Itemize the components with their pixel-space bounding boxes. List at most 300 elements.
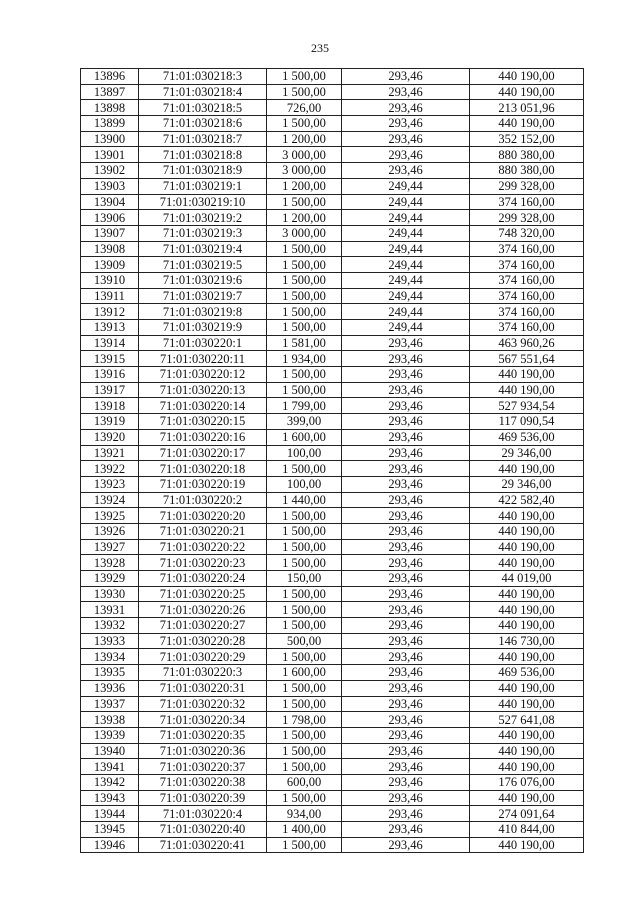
area-cell: 1 500,00 — [267, 367, 342, 383]
cadastral-value-cell: 440 190,00 — [470, 69, 584, 85]
row-number-cell: 13924 — [81, 492, 139, 508]
specific-value-cell: 293,46 — [342, 492, 470, 508]
cadastral-value-cell: 463 960,26 — [470, 335, 584, 351]
table-row — [81, 163, 584, 179]
cadastral-number-cell: 71:01:030220:24 — [139, 571, 267, 587]
area-cell: 1 500,00 — [267, 382, 342, 398]
table-row — [81, 759, 584, 775]
row-number-cell: 13916 — [81, 367, 139, 383]
row-number-cell: 13909 — [81, 257, 139, 273]
cadastral-value-cell: 440 190,00 — [470, 680, 584, 696]
cadastral-value-cell: 469 536,00 — [470, 429, 584, 445]
area-cell: 1 400,00 — [267, 822, 342, 838]
cadastral-value-cell: 527 934,54 — [470, 398, 584, 414]
cadastral-number-cell: 71:01:030220:12 — [139, 367, 267, 383]
specific-value-cell: 293,46 — [342, 649, 470, 665]
specific-value-cell: 293,46 — [342, 743, 470, 759]
row-number-cell: 13932 — [81, 618, 139, 634]
area-cell: 1 200,00 — [267, 131, 342, 147]
table-row — [81, 272, 584, 288]
cadastral-value-cell: 440 190,00 — [470, 727, 584, 743]
table-row — [81, 429, 584, 445]
specific-value-cell: 249,44 — [342, 272, 470, 288]
row-number-cell: 13929 — [81, 571, 139, 587]
table-row — [81, 84, 584, 100]
cadastral-number-cell: 71:01:030220:3 — [139, 665, 267, 681]
cadastral-value-cell: 29 346,00 — [470, 445, 584, 461]
row-number-cell: 13937 — [81, 696, 139, 712]
table-body — [81, 69, 584, 853]
specific-value-cell: 293,46 — [342, 790, 470, 806]
cadastral-value-cell: 117 090,54 — [470, 414, 584, 430]
row-number-cell: 13898 — [81, 100, 139, 116]
specific-value-cell: 293,46 — [342, 696, 470, 712]
specific-value-cell: 293,46 — [342, 759, 470, 775]
table-row — [81, 147, 584, 163]
area-cell: 1 500,00 — [267, 116, 342, 132]
row-number-cell: 13946 — [81, 837, 139, 853]
cadastral-number-cell: 71:01:030220:4 — [139, 806, 267, 822]
specific-value-cell: 293,46 — [342, 806, 470, 822]
area-cell: 1 500,00 — [267, 69, 342, 85]
specific-value-cell: 293,46 — [342, 727, 470, 743]
specific-value-cell: 249,44 — [342, 320, 470, 336]
cadastral-number-cell: 71:01:030220:26 — [139, 602, 267, 618]
cadastral-number-cell: 71:01:030220:36 — [139, 743, 267, 759]
area-cell: 1 600,00 — [267, 665, 342, 681]
table-row — [81, 225, 584, 241]
row-number-cell: 13900 — [81, 131, 139, 147]
cadastral-value-cell: 748 320,00 — [470, 225, 584, 241]
specific-value-cell: 293,46 — [342, 131, 470, 147]
area-cell: 1 500,00 — [267, 523, 342, 539]
cadastral-value-cell: 374 160,00 — [470, 194, 584, 210]
table-row — [81, 727, 584, 743]
cadastral-number-cell: 71:01:030220:22 — [139, 539, 267, 555]
table-row — [81, 712, 584, 728]
row-number-cell: 13943 — [81, 790, 139, 806]
table-row — [81, 100, 584, 116]
specific-value-cell: 293,46 — [342, 351, 470, 367]
specific-value-cell: 293,46 — [342, 774, 470, 790]
row-number-cell: 13925 — [81, 508, 139, 524]
cadastral-number-cell: 71:01:030220:14 — [139, 398, 267, 414]
cadastral-number-cell: 71:01:030220:31 — [139, 680, 267, 696]
cadastral-number-cell: 71:01:030220:40 — [139, 822, 267, 838]
table-row — [81, 492, 584, 508]
cadastral-value-cell: 374 160,00 — [470, 304, 584, 320]
area-cell: 399,00 — [267, 414, 342, 430]
row-number-cell: 13930 — [81, 586, 139, 602]
cadastral-value-cell: 440 190,00 — [470, 539, 584, 555]
area-cell: 150,00 — [267, 571, 342, 587]
specific-value-cell: 293,46 — [342, 571, 470, 587]
row-number-cell: 13906 — [81, 210, 139, 226]
cadastral-number-cell: 71:01:030220:39 — [139, 790, 267, 806]
specific-value-cell: 293,46 — [342, 116, 470, 132]
table-row — [81, 241, 584, 257]
cadastral-number-cell: 71:01:030219:6 — [139, 272, 267, 288]
cadastral-value-cell: 440 190,00 — [470, 759, 584, 775]
specific-value-cell: 293,46 — [342, 84, 470, 100]
row-number-cell: 13940 — [81, 743, 139, 759]
cadastral-value-cell: 374 160,00 — [470, 288, 584, 304]
area-cell: 1 200,00 — [267, 210, 342, 226]
area-cell: 1 500,00 — [267, 461, 342, 477]
row-number-cell: 13936 — [81, 680, 139, 696]
table-row — [81, 665, 584, 681]
cadastral-value-cell: 374 160,00 — [470, 241, 584, 257]
area-cell: 3 000,00 — [267, 147, 342, 163]
table-row — [81, 508, 584, 524]
area-cell: 1 500,00 — [267, 727, 342, 743]
cadastral-value-cell: 176 076,00 — [470, 774, 584, 790]
row-number-cell: 13922 — [81, 461, 139, 477]
area-cell: 1 500,00 — [267, 508, 342, 524]
cadastral-number-cell: 71:01:030219:10 — [139, 194, 267, 210]
row-number-cell: 13914 — [81, 335, 139, 351]
specific-value-cell: 293,46 — [342, 665, 470, 681]
cadastral-value-cell: 440 190,00 — [470, 461, 584, 477]
area-cell: 1 600,00 — [267, 429, 342, 445]
row-number-cell: 13933 — [81, 633, 139, 649]
area-cell: 1 799,00 — [267, 398, 342, 414]
cadastral-number-cell: 71:01:030219:1 — [139, 178, 267, 194]
specific-value-cell: 293,46 — [342, 602, 470, 618]
specific-value-cell: 293,46 — [342, 367, 470, 383]
cadastral-value-cell: 440 190,00 — [470, 367, 584, 383]
area-cell: 1 500,00 — [267, 696, 342, 712]
cadastral-number-cell: 71:01:030220:25 — [139, 586, 267, 602]
row-number-cell: 13944 — [81, 806, 139, 822]
cadastral-value-cell: 44 019,00 — [470, 571, 584, 587]
table-row — [81, 351, 584, 367]
specific-value-cell: 293,46 — [342, 633, 470, 649]
table-row — [81, 335, 584, 351]
specific-value-cell: 293,46 — [342, 712, 470, 728]
table-row — [81, 649, 584, 665]
row-number-cell: 13915 — [81, 351, 139, 367]
area-cell: 1 500,00 — [267, 837, 342, 853]
cadastral-number-cell: 71:01:030219:3 — [139, 225, 267, 241]
area-cell: 1 500,00 — [267, 602, 342, 618]
specific-value-cell: 249,44 — [342, 194, 470, 210]
area-cell: 1 500,00 — [267, 649, 342, 665]
row-number-cell: 13939 — [81, 727, 139, 743]
specific-value-cell: 293,46 — [342, 163, 470, 179]
specific-value-cell: 293,46 — [342, 476, 470, 492]
table-row — [81, 555, 584, 571]
table-row — [81, 806, 584, 822]
cadastral-number-cell: 71:01:030220:13 — [139, 382, 267, 398]
cadastral-number-cell: 71:01:030220:20 — [139, 508, 267, 524]
cadastral-value-cell: 374 160,00 — [470, 272, 584, 288]
table-row — [81, 382, 584, 398]
table-row — [81, 116, 584, 132]
cadastral-value-cell: 440 190,00 — [470, 555, 584, 571]
area-cell: 1 500,00 — [267, 555, 342, 571]
cadastral-value-cell: 146 730,00 — [470, 633, 584, 649]
table-row — [81, 367, 584, 383]
cadastral-number-cell: 71:01:030220:11 — [139, 351, 267, 367]
cadastral-number-cell: 71:01:030220:35 — [139, 727, 267, 743]
specific-value-cell: 293,46 — [342, 100, 470, 116]
row-number-cell: 13935 — [81, 665, 139, 681]
area-cell: 500,00 — [267, 633, 342, 649]
specific-value-cell: 293,46 — [342, 461, 470, 477]
cadastral-number-cell: 71:01:030219:8 — [139, 304, 267, 320]
row-number-cell: 13910 — [81, 272, 139, 288]
table-row — [81, 178, 584, 194]
row-number-cell: 13917 — [81, 382, 139, 398]
table-row — [81, 257, 584, 273]
row-number-cell: 13903 — [81, 178, 139, 194]
row-number-cell: 13918 — [81, 398, 139, 414]
specific-value-cell: 293,46 — [342, 508, 470, 524]
cadastral-number-cell: 71:01:030220:38 — [139, 774, 267, 790]
cadastral-value-cell: 440 190,00 — [470, 523, 584, 539]
specific-value-cell: 293,46 — [342, 539, 470, 555]
area-cell: 1 500,00 — [267, 288, 342, 304]
area-cell: 100,00 — [267, 476, 342, 492]
row-number-cell: 13919 — [81, 414, 139, 430]
row-number-cell: 13907 — [81, 225, 139, 241]
cadastral-value-cell: 440 190,00 — [470, 602, 584, 618]
row-number-cell: 13897 — [81, 84, 139, 100]
area-cell: 934,00 — [267, 806, 342, 822]
cadastral-value-cell: 440 190,00 — [470, 116, 584, 132]
table-row — [81, 696, 584, 712]
cadastral-value-cell: 374 160,00 — [470, 320, 584, 336]
cadastral-number-cell: 71:01:030218:8 — [139, 147, 267, 163]
row-number-cell: 13908 — [81, 241, 139, 257]
specific-value-cell: 293,46 — [342, 414, 470, 430]
row-number-cell: 13896 — [81, 69, 139, 85]
cadastral-value-cell: 274 091,64 — [470, 806, 584, 822]
table-row — [81, 790, 584, 806]
area-cell: 1 500,00 — [267, 84, 342, 100]
cadastral-value-cell: 440 190,00 — [470, 586, 584, 602]
cadastral-value-cell: 440 190,00 — [470, 837, 584, 853]
area-cell: 100,00 — [267, 445, 342, 461]
cadastral-value-cell: 213 051,96 — [470, 100, 584, 116]
row-number-cell: 13902 — [81, 163, 139, 179]
cadastral-number-cell: 71:01:030220:29 — [139, 649, 267, 665]
cadastral-number-cell: 71:01:030220:37 — [139, 759, 267, 775]
row-number-cell: 13912 — [81, 304, 139, 320]
cadastral-number-cell: 71:01:030220:18 — [139, 461, 267, 477]
table-row — [81, 304, 584, 320]
cadastral-number-cell: 71:01:030220:28 — [139, 633, 267, 649]
table-row — [81, 476, 584, 492]
area-cell: 1 500,00 — [267, 241, 342, 257]
table-row — [81, 586, 584, 602]
specific-value-cell: 249,44 — [342, 210, 470, 226]
cadastral-value-cell: 299 328,00 — [470, 210, 584, 226]
cadastral-value-cell: 374 160,00 — [470, 257, 584, 273]
cadastral-number-cell: 71:01:030218:7 — [139, 131, 267, 147]
row-number-cell: 13901 — [81, 147, 139, 163]
area-cell: 1 934,00 — [267, 351, 342, 367]
specific-value-cell: 293,46 — [342, 586, 470, 602]
specific-value-cell: 293,46 — [342, 147, 470, 163]
cadastral-value-cell: 440 190,00 — [470, 84, 584, 100]
row-number-cell: 13938 — [81, 712, 139, 728]
table-row — [81, 131, 584, 147]
table-row — [81, 414, 584, 430]
cadastral-number-cell: 71:01:030220:16 — [139, 429, 267, 445]
specific-value-cell: 249,44 — [342, 241, 470, 257]
area-cell: 1 500,00 — [267, 304, 342, 320]
cadastral-value-cell: 880 380,00 — [470, 163, 584, 179]
cadastral-value-cell: 440 190,00 — [470, 743, 584, 759]
cadastral-number-cell: 71:01:030220:34 — [139, 712, 267, 728]
area-cell: 1 581,00 — [267, 335, 342, 351]
table-row — [81, 680, 584, 696]
cadastral-value-cell: 410 844,00 — [470, 822, 584, 838]
row-number-cell: 13904 — [81, 194, 139, 210]
area-cell: 1 500,00 — [267, 759, 342, 775]
cadastral-value-cell: 299 328,00 — [470, 178, 584, 194]
table-row — [81, 822, 584, 838]
row-number-cell: 13945 — [81, 822, 139, 838]
cadastral-value-cell: 440 190,00 — [470, 382, 584, 398]
row-number-cell: 13913 — [81, 320, 139, 336]
row-number-cell: 13942 — [81, 774, 139, 790]
cadastral-value-cell: 567 551,64 — [470, 351, 584, 367]
cadastral-number-cell: 71:01:030219:4 — [139, 241, 267, 257]
row-number-cell: 13920 — [81, 429, 139, 445]
row-number-cell: 13927 — [81, 539, 139, 555]
specific-value-cell: 293,46 — [342, 618, 470, 634]
specific-value-cell: 293,46 — [342, 69, 470, 85]
area-cell: 1 500,00 — [267, 272, 342, 288]
area-cell: 1 500,00 — [267, 743, 342, 759]
specific-value-cell: 249,44 — [342, 178, 470, 194]
area-cell: 1 500,00 — [267, 680, 342, 696]
row-number-cell: 13899 — [81, 116, 139, 132]
table-row — [81, 288, 584, 304]
table-row — [81, 743, 584, 759]
cadastral-value-cell: 469 536,00 — [470, 665, 584, 681]
cadastral-number-cell: 71:01:030220:19 — [139, 476, 267, 492]
specific-value-cell: 293,46 — [342, 523, 470, 539]
area-cell: 1 500,00 — [267, 539, 342, 555]
cadastral-number-cell: 71:01:030218:4 — [139, 84, 267, 100]
specific-value-cell: 249,44 — [342, 257, 470, 273]
row-number-cell: 13921 — [81, 445, 139, 461]
row-number-cell: 13941 — [81, 759, 139, 775]
cadastral-number-cell: 71:01:030218:5 — [139, 100, 267, 116]
row-number-cell: 13928 — [81, 555, 139, 571]
cadastral-value-cell: 440 190,00 — [470, 696, 584, 712]
area-cell: 1 500,00 — [267, 790, 342, 806]
cadastral-value-cell: 440 190,00 — [470, 508, 584, 524]
area-cell: 726,00 — [267, 100, 342, 116]
cadastral-value-cell: 422 582,40 — [470, 492, 584, 508]
table-row — [81, 837, 584, 853]
area-cell: 3 000,00 — [267, 163, 342, 179]
cadastral-value-cell: 440 190,00 — [470, 618, 584, 634]
row-number-cell: 13911 — [81, 288, 139, 304]
cadastral-number-cell: 71:01:030220:2 — [139, 492, 267, 508]
table-row — [81, 602, 584, 618]
table-row — [81, 320, 584, 336]
specific-value-cell: 293,46 — [342, 555, 470, 571]
cadastral-number-cell: 71:01:030220:32 — [139, 696, 267, 712]
area-cell: 1 500,00 — [267, 618, 342, 634]
area-cell: 1 500,00 — [267, 194, 342, 210]
cadastral-number-cell: 71:01:030219:5 — [139, 257, 267, 273]
table-row — [81, 633, 584, 649]
cadastral-value-cell: 29 346,00 — [470, 476, 584, 492]
cadastral-value-cell: 440 190,00 — [470, 790, 584, 806]
cadastral-number-cell: 71:01:030220:1 — [139, 335, 267, 351]
table-row — [81, 445, 584, 461]
specific-value-cell: 293,46 — [342, 382, 470, 398]
table-row — [81, 194, 584, 210]
specific-value-cell: 249,44 — [342, 288, 470, 304]
cadastral-value-cell: 527 641,08 — [470, 712, 584, 728]
row-number-cell: 13931 — [81, 602, 139, 618]
cadastral-number-cell: 71:01:030220:41 — [139, 837, 267, 853]
specific-value-cell: 293,46 — [342, 335, 470, 351]
specific-value-cell: 249,44 — [342, 304, 470, 320]
cadastral-number-cell: 71:01:030220:15 — [139, 414, 267, 430]
land-cadastral-value-table — [80, 68, 584, 853]
area-cell: 1 200,00 — [267, 178, 342, 194]
specific-value-cell: 293,46 — [342, 822, 470, 838]
cadastral-value-cell: 440 190,00 — [470, 649, 584, 665]
specific-value-cell: 293,46 — [342, 837, 470, 853]
cadastral-number-cell: 71:01:030219:2 — [139, 210, 267, 226]
row-number-cell: 13923 — [81, 476, 139, 492]
area-cell: 1 500,00 — [267, 257, 342, 273]
specific-value-cell: 293,46 — [342, 429, 470, 445]
specific-value-cell: 293,46 — [342, 445, 470, 461]
cadastral-value-cell: 880 380,00 — [470, 147, 584, 163]
table-row — [81, 398, 584, 414]
table-row — [81, 69, 584, 85]
specific-value-cell: 293,46 — [342, 398, 470, 414]
cadastral-number-cell: 71:01:030218:6 — [139, 116, 267, 132]
cadastral-number-cell: 71:01:030219:7 — [139, 288, 267, 304]
cadastral-number-cell: 71:01:030220:21 — [139, 523, 267, 539]
page-number: 235 — [311, 41, 329, 55]
area-cell: 600,00 — [267, 774, 342, 790]
table-row — [81, 523, 584, 539]
table-row — [81, 571, 584, 587]
specific-value-cell: 249,44 — [342, 225, 470, 241]
cadastral-number-cell: 71:01:030220:27 — [139, 618, 267, 634]
specific-value-cell: 293,46 — [342, 680, 470, 696]
row-number-cell: 13926 — [81, 523, 139, 539]
area-cell: 1 500,00 — [267, 586, 342, 602]
cadastral-value-cell: 352 152,00 — [470, 131, 584, 147]
table-row — [81, 774, 584, 790]
area-cell: 1 440,00 — [267, 492, 342, 508]
cadastral-number-cell: 71:01:030218:9 — [139, 163, 267, 179]
cadastral-number-cell: 71:01:030220:23 — [139, 555, 267, 571]
cadastral-number-cell: 71:01:030220:17 — [139, 445, 267, 461]
cadastral-number-cell: 71:01:030218:3 — [139, 69, 267, 85]
area-cell: 1 798,00 — [267, 712, 342, 728]
area-cell: 1 500,00 — [267, 320, 342, 336]
table-row — [81, 210, 584, 226]
table-row — [81, 461, 584, 477]
row-number-cell: 13934 — [81, 649, 139, 665]
table-row — [81, 539, 584, 555]
